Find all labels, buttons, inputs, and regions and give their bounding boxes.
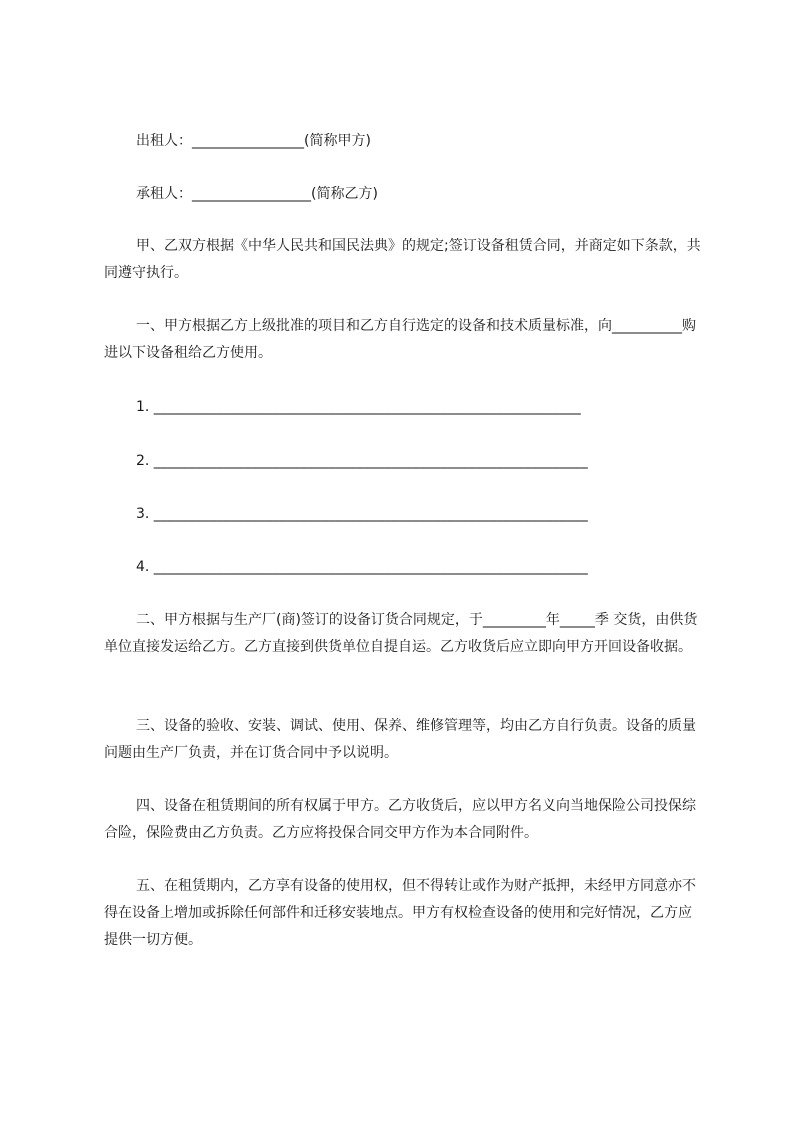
item-line-3: 3. ______________________________________________________________: [136, 506, 588, 522]
clause-2-paragraph: 二、甲方根据与生产厂(商)签订的设备订货合同规定，于_________年_____季 交货，由供货单位直接发运给乙方。乙方直接到供货单位自提自运。乙方收货后应立即向甲方开回设备收据。: [104, 612, 698, 655]
lessor-line: 出租人：________________(简称甲方): [136, 133, 371, 149]
clause-1-paragraph: 一、甲方根据乙方上级批准的项目和乙方自行选定的设备和技术质量标准，向__________购进以下设备租给乙方使用。: [104, 318, 696, 361]
item-line-4: 4. ______________________________________________________________: [136, 559, 588, 575]
clause-3-paragraph: 三、设备的验收、安装、调试、使用、保养、维修管理等，均由乙方自行负责。设备的质量问题由生产厂负责，并在订货合同中予以说明。: [104, 718, 696, 761]
intro-paragraph: 甲、乙双方根据《中华人民共和国民法典》的规定;签订设备租赁合同，并商定如下条款，共同遵守执行。: [104, 238, 701, 281]
lessee-line: 承租人：_________________(简称乙方): [136, 186, 378, 202]
clause-4-paragraph: 四、设备在租赁期间的所有权属于甲方。乙方收货后，应以甲方名义向当地保险公司投保综合险，保险费由乙方负责。乙方应将投保合同交甲方作为本合同附件。: [104, 798, 696, 841]
item-line-1: 1. _____________________________________________________________: [136, 399, 581, 415]
item-line-2: 2. ______________________________________________________________: [136, 453, 588, 469]
clause-5-paragraph: 五、在租赁期内，乙方享有设备的使用权，但不得转让或作为财产抵押，未经甲方同意亦不得在设备上增加或拆除任何部件和迁移安装地点。甲方有权检查设备的使用和完好情况，乙方应提供一切方便。: [104, 878, 696, 948]
